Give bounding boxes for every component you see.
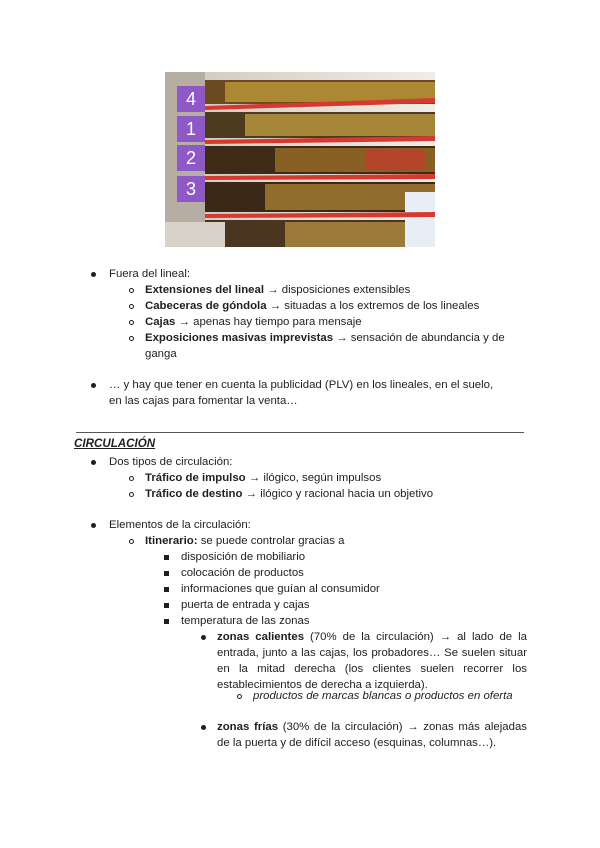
bullet-square [164,619,169,624]
bullet-circle [129,336,134,341]
itinerario-line: Itinerario: se puede controlar gracias a [145,535,345,547]
bullet-circle [237,694,242,699]
badge-1: 1 [177,116,205,142]
bullet-square [164,571,169,576]
cold-zones-text: zonas frías (30% de la circulación) → zonas más alejadas de la puerta y de difícil acceso (esquinas, columnas…). [217,721,527,749]
bullet-dot [91,523,96,528]
section-divider [76,432,524,433]
supermarket-shelf-photo [165,72,435,247]
list-item: Cajas → apenas hay tiempo para mensaje [145,316,362,328]
list-item: temperatura de las zonas [181,615,310,627]
list-item: Cabeceras de góndola → situadas a los extremos de los lineales [145,300,480,312]
bullet-circle [129,304,134,309]
bullet-circle [129,539,134,544]
list-item: puerta de entrada y cajas [181,599,310,611]
badge-2: 2 [177,145,205,171]
hot-zones-text: zonas calientes (70% de la circulación) → al lado de la entrada, junto a las cajas, los probadores… Se suelen situar en la mitad derecha (los clientes suelen recorrer los establecimientos de derecha a izquierda). [217,631,527,691]
bullet-circle [129,288,134,293]
plv-line-2: en las cajas para fomentar la venta… [109,395,298,407]
bullet-dot [91,272,96,277]
list-item: Tráfico de destino → ilógico y racional hacia un objetivo [145,488,434,500]
outside-label: Fuera del lineal: [109,268,191,280]
bullet-dot [201,635,206,640]
badge-3: 3 [177,176,205,202]
badge-4: 4 [177,86,205,112]
bullet-circle [129,320,134,325]
list-item: Extensiones del lineal → disposiciones extensibles [145,284,411,296]
list-item-continuation: ganga [145,348,177,360]
hot-zones-sub: productos de marcas blancas o productos en oferta [253,690,513,702]
section-heading: CIRCULACIÓN [74,437,156,450]
list-item: Exposiciones masivas imprevistas → sensación de abundancia y de [145,332,505,344]
bullet-circle [129,492,134,497]
list-item: colocación de productos [181,567,304,579]
elements-label: Elementos de la circulación: [109,519,251,531]
bullet-dot [201,725,206,730]
bullet-dot [91,383,96,388]
bullet-circle [129,476,134,481]
list-item: disposición de mobiliario [181,551,306,563]
shelf-illustration [165,72,435,247]
types-label: Dos tipos de circulación: [109,456,233,468]
list-item: informaciones que guían al consumidor [181,583,380,595]
bullet-square [164,603,169,608]
bullet-square [164,555,169,560]
bullet-dot [91,460,96,465]
bullet-square [164,587,169,592]
list-item: Tráfico de impulso → ilógico, según impulsos [145,472,382,484]
plv-line-1: … y hay que tener en cuenta la publicidad (PLV) en los lineales, en el suelo, [109,379,494,391]
